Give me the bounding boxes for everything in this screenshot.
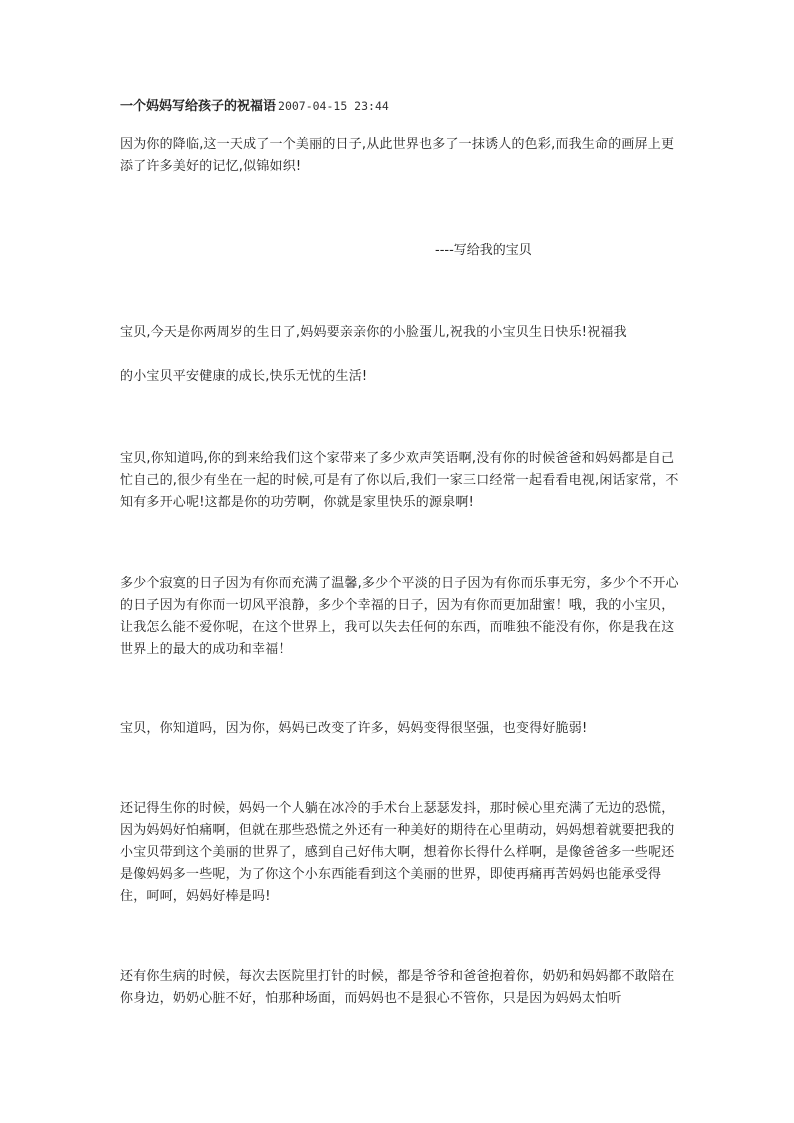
paragraph-intro: 因为你的降临,这一天成了一个美丽的日子,从此世界也多了一抹诱人的色彩,而我生命的画屏上更添了许多美好的记忆,似锦如织!	[120, 137, 675, 174]
paragraph-joy: 宝贝,你知道吗,你的到来给我们这个家带来了多少欢声笑语啊,没有你的时候爸爸和妈妈都是自己忙自己的,很少有坐在一起的时候,可是有了你以后,我们一家三口经常一起看看电视,闲话家常，不知有多开心呢!这都是你的功劳啊，你就是家里快乐的源泉啊!	[120, 451, 679, 510]
paragraph-birthday-line-2: 的小宝贝平安健康的成长,快乐无忧的生活!	[120, 369, 368, 384]
title-line	[120, 97, 389, 116]
paragraph-birthday-line-1: 宝贝,今天是你两周岁的生日了,妈妈要亲亲你的小脸蛋儿,祝我的小宝贝生日快乐!祝福我	[120, 325, 627, 340]
paragraph-birth: 还记得生你的时候，妈妈一个人躺在冰冷的手术台上瑟瑟发抖，那时候心里充满了无边的恐慌，因为妈妈好怕痛啊，但就在那些恐慌之外还有一种美好的期待在心里萌动，妈妈想着就要把我的小宝贝带到这个美丽的世界了，感到自己好伟大啊，想着你长得什么样啊，是像爸爸多一些呢还是像妈妈多一些呢，为了你这个小东西能看到这个美丽的世界，即使再痛再苦妈妈也能承受得住，呵呵，妈妈好棒是吗!	[120, 801, 675, 904]
document-timestamp: 2007-04-15 23:44	[278, 99, 389, 113]
paragraph-lonely-days: 多少个寂寞的日子因为有你而充满了温馨,多少个平淡的日子因为有你而乐事无穷，多少个不开心的日子因为有你而一切风平浪静，多少个幸福的日子，因为有你而更加甜蜜！哦，我的小宝贝，让我怎么能不爱你呢，在这个世界上，我可以失去任何的东西，而唯独不能没有你，你是我在这世界上的最大的成功和幸福！	[120, 576, 679, 657]
paragraph-sick: 还有你生病的时候，每次去医院里打针的时候，都是爷爷和爸爸抱着你，奶奶和妈妈都不敢陪在你身边，奶奶心脏不好，怕那种场面，而妈妈也不是狠心不管你，只是因为妈妈太怕听	[120, 969, 675, 1006]
document-title: 一个妈妈写给孩子的祝福语	[120, 99, 277, 114]
signature-line: ----写给我的宝贝	[435, 243, 532, 258]
paragraph-changed: 宝贝，你知道吗，因为你，妈妈已改变了许多，妈妈变得很坚强，也变得好脆弱!	[120, 721, 588, 736]
